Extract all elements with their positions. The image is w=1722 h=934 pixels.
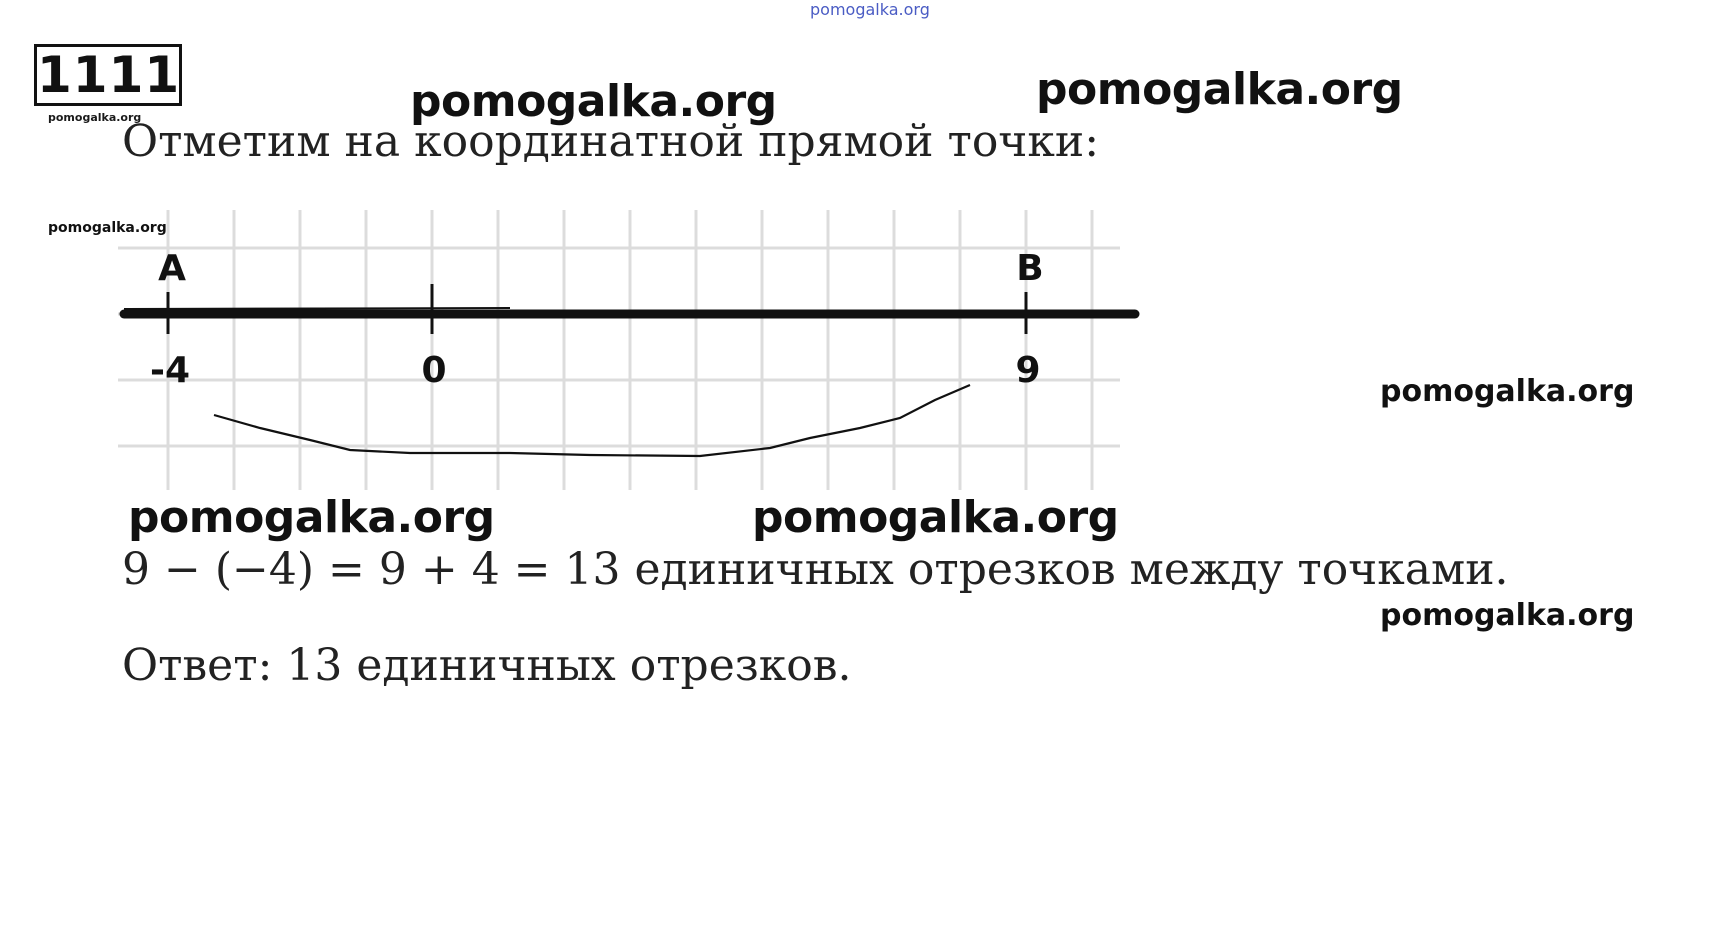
tick-label: -4 xyxy=(150,350,190,391)
tick-label: 9 xyxy=(1015,350,1041,391)
watermark-4: pomogalka.org xyxy=(752,492,1119,543)
watermark-2: pomogalka.org xyxy=(1036,64,1403,115)
equation-text: 9 − (−4) = 9 + 4 = 13 единичных отрезков между точками. xyxy=(122,544,1509,595)
figure-watermark: pomogalka.org xyxy=(48,220,167,236)
watermark-6: pomogalka.org xyxy=(1380,598,1635,633)
point-label: B xyxy=(1016,248,1044,289)
point-label: A xyxy=(158,248,186,289)
number-line-figure xyxy=(110,200,1140,500)
axis-line-shadow xyxy=(124,308,510,309)
axis-marks xyxy=(150,248,1044,391)
grid xyxy=(118,210,1120,490)
watermark-3: pomogalka.org xyxy=(128,492,495,543)
top-watermark: pomogalka.org xyxy=(810,0,930,19)
tick-label: 0 xyxy=(421,350,447,391)
watermark-5: pomogalka.org xyxy=(1380,374,1635,409)
problem-number: 1111 xyxy=(34,44,182,106)
answer-text: Ответ: 13 единичных отрезков. xyxy=(122,640,852,691)
box-watermark: pomogalka.org xyxy=(48,111,142,124)
watermark-1: pomogalka.org xyxy=(410,76,777,127)
intro-text: Отметим на координатной прямой точки: xyxy=(122,116,1100,167)
